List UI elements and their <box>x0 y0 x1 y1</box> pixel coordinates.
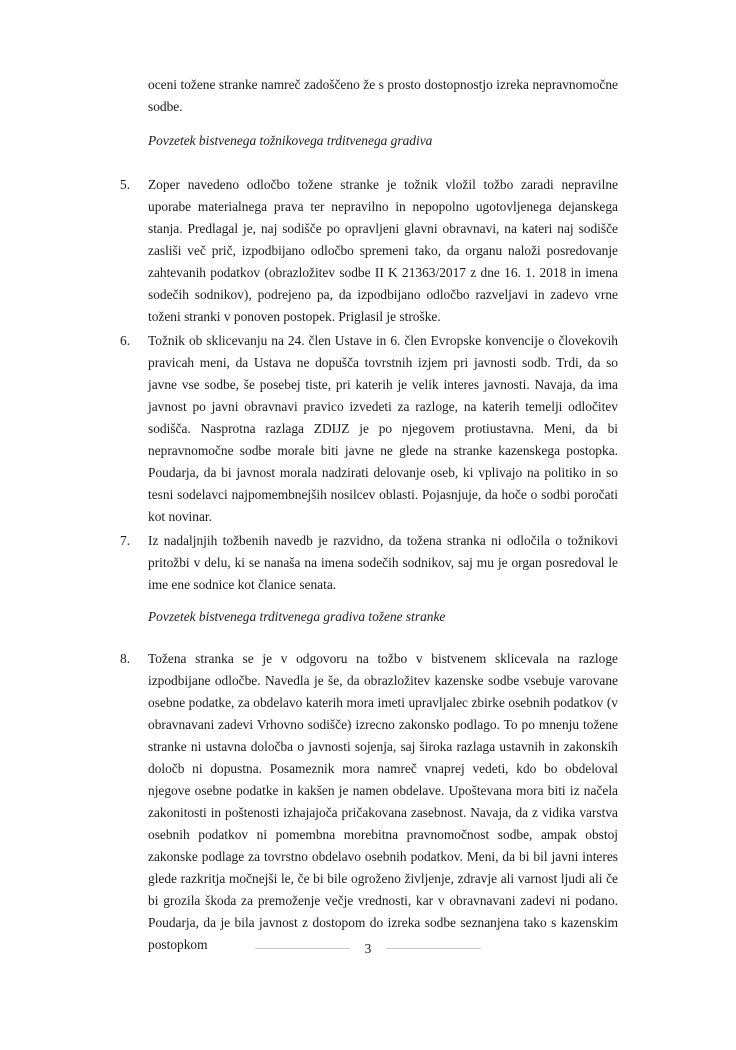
paragraph-number: 8. <box>120 651 131 666</box>
paragraph-text: Tožnik ob sklicevanju na 24. člen Ustave in 6. člen Evropske konvencije o človekovih pravicah meni, da Ustava ne dopušča tovrstnih izjem pri javnosti sodb. Trdi, da so javne vse sodbe, še posebej tiste, pri katerih je velik interes javnosti. Navaja, da ima javnost po javni obravnavi pravico izvedeti za razloge, na katerih temelji odločitev sodišča. Nasprotna razlaga ZDIJZ je po njegovem protiustavna. Meni, da bi nepravnomočne sodbe morale biti javne ne glede na stranke kazenskega postopka. Poudarja, da bi javnost morala nadzirati delovanje oseb, ki vplivajo na politiko in so tesni sodelavci najpomembnejših nosilcev oblasti. Pojasnjuje, da hoče o sodbi poročati kot novinar. <box>148 333 618 524</box>
paragraph-number: 5. <box>120 177 131 192</box>
paragraph-text: Iz nadaljnjih tožbenih navedb je razvidno, da tožena stranka ni odločila o tožnikovi pritožbi v delu, ki se nanaša na imena sodečih sodnikov, saj mu je organ posredoval le ime ene sodnice kot članice senata. <box>148 533 618 592</box>
paragraph-7 <box>120 530 618 596</box>
footer-rule-right <box>386 948 481 949</box>
page-number: 3 <box>364 941 372 956</box>
paragraph-text: Tožena stranka se je v odgovoru na tožbo v bistvenem sklicevala na razloge izpodbijane odločbe. Navedla je še, da obrazložitev kazenske sodbe vsebuje varovane osebne podatke, za obdelavo katerih mora imeti upravljalec zbirke osebnih podatkov (v obravnavani zadevi Vrhovno sodišče) izrecno zakonsko podlago. To po mnenju tožene stranke ni ustavna določba o javnosti sojenja, saj široka razlaga ustavnih in zakonskih določb ni dopustna. Posameznik mora namreč vnaprej vedeti, kdo bo obdeloval njegove osebne podatke in kakšen je namen obdelave. Upoštevana mora biti iz načela zakonitosti in poštenosti izhajajoča pričakovana zasebnost. Navaja, da z vidika varstva osebnih podatkov ni pomembna morebitna pravnomočnost sodbe, ampak obstoj zakonske podlage za tovrstno obdelavo osebnih podatkov. Meni, da bi bil javni interes glede razkritja močnejši le, če bi bile ogroženo življenje, zdravje ali varnost ljudi ali če bi grozila škoda za premoženje večje vrednosti, kar v obravnavani zadevi ni podano. Poudarja, da je bila javnost z dostopom do izreka sodbe seznanjena tako s kazenskim postopkom <box>148 651 618 952</box>
paragraph-5 <box>120 174 618 328</box>
paragraph-8 <box>120 648 618 956</box>
section-heading-defendant: Povzetek bistvenega trditvenega gradiva tožene stranke <box>148 609 446 624</box>
section-heading-plaintiff: Povzetek bistvenega tožnikovega trditvenega gradiva <box>148 133 433 148</box>
page-footer <box>0 940 736 960</box>
paragraph-text: Zoper navedeno odločbo tožene stranke je tožnik vložil tožbo zaradi nepravilne uporabe materialnega prava ter nepravilno in nepopolno ugotovljenega dejanskega stanja. Predlagal je, naj sodišče po opravljeni glavni obravnavi, na kateri naj sodišče zasliši več prič, izpodbijano odločbo spremeni tako, da organu naloži posredovanje zahtevanih podatkov (obrazložitev sodbe II K 21363/2017 z dne 16. 1. 2018 in imena sodečih sodnikov), podrejeno pa, da izpodbijano odločbo razveljavi in zadevo vrne toženi stranki v ponoven postopek. Priglasil je stroške. <box>148 177 618 324</box>
footer-rule-left <box>255 948 350 949</box>
paragraph-number: 7. <box>120 533 131 548</box>
paragraph-6 <box>120 330 618 528</box>
paragraph-number: 6. <box>120 333 131 348</box>
intro-text: oceni tožene stranke namreč zadoščeno že s prosto dostopnostjo izreka nepravnomočne sodbe. <box>148 77 618 114</box>
